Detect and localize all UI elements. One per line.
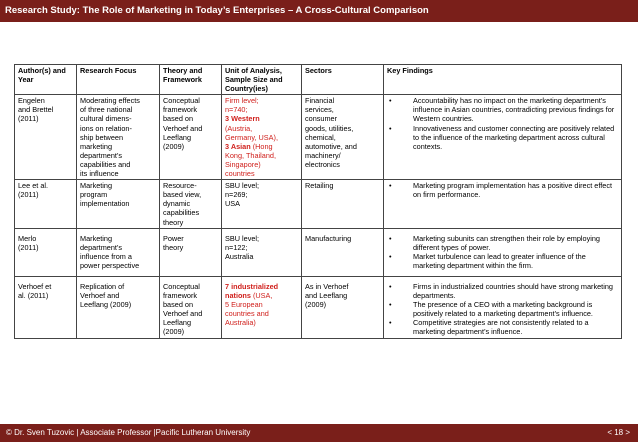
text-line: (USA,: [252, 291, 273, 301]
text-line: (2011): [18, 242, 39, 252]
finding-item: • Innovativeness and customer connecting are positively related to the influence of the marketing department across cultural contexts.: [387, 124, 618, 151]
text-line: (2011): [18, 190, 39, 200]
text-line: SBU level;: [225, 233, 260, 243]
cell-unit: [222, 180, 302, 228]
text-line: Marketing: [80, 181, 113, 191]
text-line: n=122;: [225, 242, 248, 252]
text-line: SBU level;: [225, 181, 260, 191]
cell-focus: [77, 95, 160, 180]
table-row: [15, 180, 622, 228]
text-line: and Brettel: [18, 105, 54, 115]
page-number: < 18 >: [607, 428, 630, 437]
text-line: goods, utilities,: [305, 123, 354, 133]
cell-unit: [222, 95, 302, 180]
text-line: theory: [163, 217, 184, 227]
text-line: Merlo: [18, 233, 37, 243]
text-line: (Hong: [252, 141, 273, 151]
text-line: theory: [163, 242, 184, 252]
cell-findings: [384, 228, 622, 276]
text-line: based on: [163, 114, 194, 124]
text-line: Germany, USA),: [225, 132, 278, 142]
text-line: consumer: [305, 114, 338, 124]
text-line: chemical,: [305, 132, 336, 142]
text-line: Verhoef and: [163, 123, 203, 133]
cell-sectors: [302, 180, 384, 228]
cell-findings: [384, 180, 622, 228]
text-line: based on: [163, 300, 194, 310]
text-line: As in Verhoef: [305, 281, 349, 291]
finding-item: • Market turbulence can lead to greater influence of the marketing department within the firm.: [387, 252, 618, 270]
text-line: department’s: [80, 150, 123, 160]
research-table: [14, 64, 622, 339]
text-line: Engelen: [18, 96, 45, 106]
col-header-author: Author(s) and Year: [15, 65, 77, 95]
text-line: capabilities: [163, 208, 200, 218]
col-header-unit: Unit of Analysis, Sample Size and Country(ies): [222, 65, 302, 95]
table-row: [15, 95, 622, 180]
text-line: electronics: [305, 159, 340, 169]
text-line: ship between: [80, 132, 124, 142]
text-line: department’s: [80, 242, 123, 252]
finding-item: • The presence of a CEO with a marketing background is positively related to a marketing department’s influence.: [387, 300, 618, 318]
cell-author: [15, 95, 77, 180]
cell-sectors: [302, 228, 384, 276]
finding-item: • Firms in industrialized countries should have strong marketing departments.: [387, 282, 618, 300]
finding-item: • Accountability has no impact on the marketing department’s influence in Asian countries, contradicting previous findings for Western countries.: [387, 96, 618, 123]
text-line: machinery/: [305, 150, 341, 160]
text-line: Marketing: [80, 233, 113, 243]
cell-findings: [384, 95, 622, 180]
text-line: Verhoef et: [18, 281, 52, 291]
col-header-sectors: Sectors: [302, 65, 384, 95]
text-line: (2009): [163, 141, 185, 151]
text-line: Australia: [225, 251, 254, 261]
text-line: dynamic: [163, 199, 191, 209]
text-line: Resource-: [163, 181, 197, 191]
text-line: countries and: [225, 309, 269, 319]
text-line: Manufacturing: [305, 233, 352, 243]
text-line: (2011): [18, 114, 39, 124]
text-line: Firm level;: [225, 96, 259, 106]
cell-theory: [160, 276, 222, 338]
text-line: Financial: [305, 96, 335, 106]
cell-author: [15, 228, 77, 276]
text-line: based view,: [163, 190, 202, 200]
text-line: Replication of: [80, 281, 125, 291]
text-line: framework: [163, 105, 198, 115]
cell-author: [15, 276, 77, 338]
text-line: cultural dimens-: [80, 114, 132, 124]
text-line: Retailing: [305, 181, 334, 191]
table-row: [15, 276, 622, 338]
cell-unit: [222, 228, 302, 276]
text-line: Verhoef and: [80, 291, 120, 301]
cell-sectors: [302, 95, 384, 180]
cell-findings: [384, 276, 622, 338]
finding-item: • Competitive strategies are not consistently related to a marketing department’s influence.: [387, 318, 618, 336]
text-line: of three national: [80, 105, 133, 115]
text-line: countries: [225, 169, 255, 179]
text-line: (Austria,: [225, 123, 253, 133]
cell-sectors: [302, 276, 384, 338]
finding-item: • Marketing program implementation has a positive direct effect on firm performance.: [387, 181, 618, 199]
text-line: influence from a: [80, 251, 132, 261]
text-line: Power: [163, 233, 184, 243]
text-line: Lee et al.: [18, 181, 49, 191]
text-line: Leeflang: [163, 132, 191, 142]
cell-focus: [77, 276, 160, 338]
text-line: capabilities and: [80, 159, 131, 169]
text-line: implementation: [80, 199, 130, 209]
text-line: Kong, Thailand,: [225, 150, 276, 160]
cell-focus: [77, 228, 160, 276]
cell-focus: [77, 180, 160, 228]
slide-title: Research Study: The Role of Marketing in Today’s Enterprises – A Cross-Cultural Comparison: [0, 0, 638, 22]
col-header-theory: Theory and Framework: [160, 65, 222, 95]
text-line: automotive, and: [305, 141, 357, 151]
text-line: marketing: [80, 141, 113, 151]
text-line: n=740;: [225, 105, 248, 115]
cell-theory: [160, 228, 222, 276]
text-line: 5 European: [225, 300, 263, 310]
text-line: Singapore): [225, 159, 261, 169]
text-line: Verhoef and: [163, 309, 203, 319]
table-header-row: [15, 65, 622, 95]
col-header-findings: Key Findings: [384, 65, 622, 95]
highlight-text: nations: [225, 291, 251, 301]
finding-item: • Marketing subunits can strengthen their role by employing different types of power.: [387, 234, 618, 252]
text-line: Conceptual: [163, 281, 200, 291]
text-line: n=269;: [225, 190, 248, 200]
table-row: [15, 228, 622, 276]
cell-unit: [222, 276, 302, 338]
text-line: framework: [163, 291, 198, 301]
text-line: its influence: [80, 169, 119, 179]
text-line: Leeflang: [163, 318, 191, 328]
text-line: Leeflang (2009): [80, 300, 132, 310]
cell-author: [15, 180, 77, 228]
text-line: USA: [225, 199, 241, 209]
cell-theory: [160, 180, 222, 228]
text-line: services,: [305, 105, 334, 115]
text-line: al. (2011): [18, 291, 49, 301]
cell-theory: [160, 95, 222, 180]
col-header-focus: Research Focus: [77, 65, 160, 95]
text-line: power perspective: [80, 260, 140, 270]
text-line: (2009): [305, 300, 327, 310]
text-line: Moderating effects: [80, 96, 140, 106]
text-line: ions on relation-: [80, 123, 132, 133]
footer-credit: © Dr. Sven Tuzovic | Associate Professor |Pacific Lutheran University: [6, 428, 251, 437]
text-line: and Leeflang: [305, 291, 348, 301]
text-line: Conceptual: [163, 96, 200, 106]
text-line: (2009): [163, 327, 185, 337]
footer-bar: [0, 424, 638, 442]
highlight-text: 7 industrialized: [225, 281, 279, 291]
text-line: program: [80, 190, 108, 200]
text-line: Australia): [225, 318, 256, 328]
highlight-text: 3 Asian: [225, 141, 251, 151]
highlight-text: 3 Western: [225, 114, 260, 124]
